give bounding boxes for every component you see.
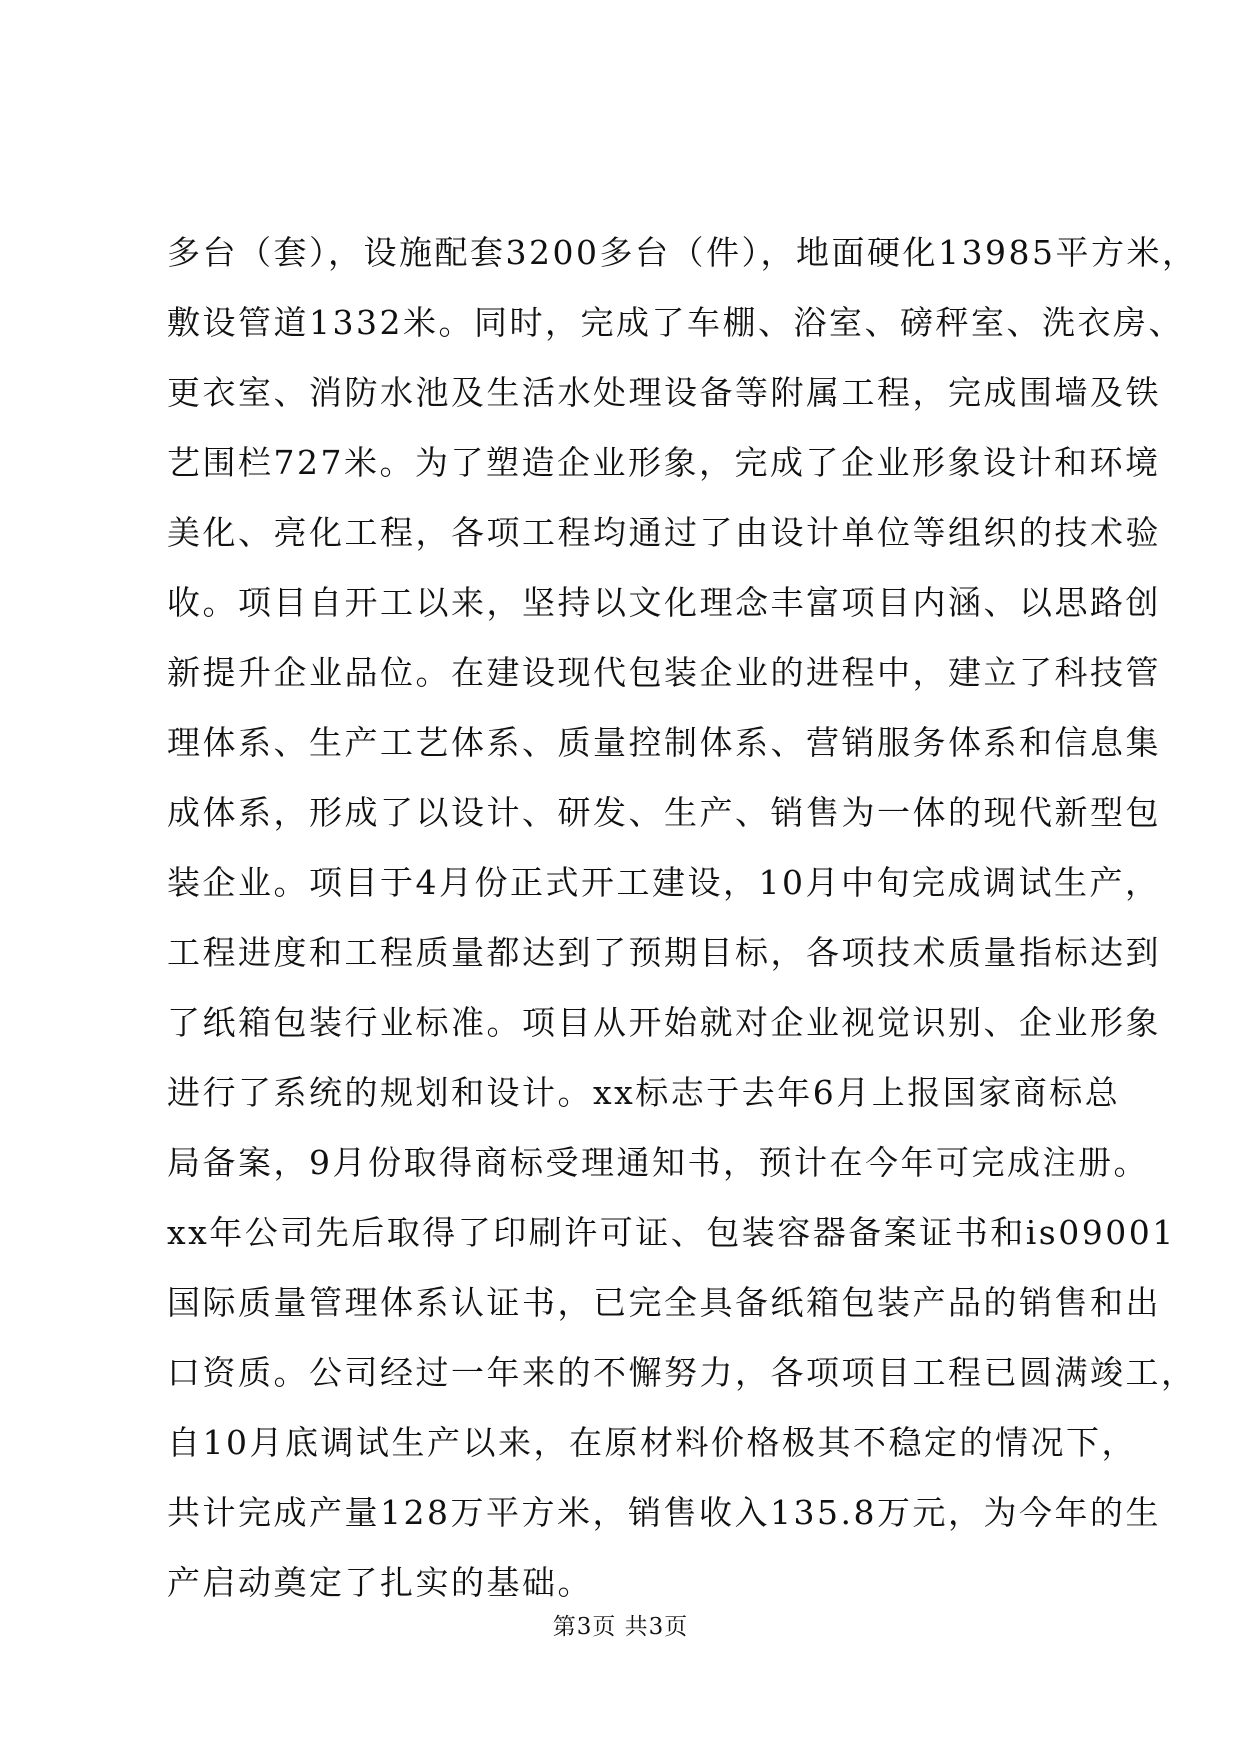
text-line: 自10月底调试生产以来，在原材料价格极其不稳定的情况下， (167, 1423, 1137, 1462)
text-line: xx年公司先后取得了印刷许可证、包装容器备案证书和is09001 (167, 1213, 1176, 1252)
text-line: 共计完成产量128万平方米，销售收入135.8万元，为今年的生 (167, 1493, 1161, 1532)
text-line: 敷设管道1332米。同时，完成了车棚、浴室、磅秤室、洗衣房、 (167, 303, 1184, 342)
text-line: 收。项目自开工以来，坚持以文化理念丰富项目内涵、以思路创 (167, 583, 1161, 622)
text-line: 多台（套），设施配套3200多台（件），地面硬化13985平方米， (167, 233, 1198, 272)
text-line: 理体系、生产工艺体系、质量控制体系、营销服务体系和信息集 (167, 723, 1161, 762)
text-line: 工程进度和工程质量都达到了预期目标，各项技术质量指标达到 (167, 933, 1161, 972)
text-line: 新提升企业品位。在建设现代包装企业的进程中，建立了科技管 (167, 653, 1161, 692)
text-line: 口资质。公司经过一年来的不懈努力，各项项目工程已圆满竣工， (167, 1353, 1197, 1392)
text-line: 更衣室、消防水池及生活水处理设备等附属工程，完成围墙及铁 (167, 373, 1161, 412)
text-line: 进行了系统的规划和设计。xx标志于去年6月上报国家商标总 (167, 1073, 1121, 1112)
text-line: 国际质量管理体系认证书，已完全具备纸箱包装产品的销售和出 (167, 1283, 1161, 1322)
body-paragraph (167, 218, 1198, 1618)
text-line: 美化、亮化工程，各项工程均通过了由设计单位等组织的技术验 (167, 513, 1161, 552)
text-line: 装企业。项目于4月份正式开工建设，10月中旬完成调试生产， (167, 863, 1161, 902)
text-line: 了纸箱包装行业标准。项目从开始就对企业视觉识别、企业形象 (167, 1003, 1161, 1042)
page-number-footer: 第3页 共3页 (552, 1614, 689, 1640)
text-line: 艺围栏727米。为了塑造企业形象，完成了企业形象设计和环境 (167, 443, 1161, 482)
text-line: 成体系，形成了以设计、研发、生产、销售为一体的现代新型包 (167, 793, 1161, 832)
text-line: 局备案，9月份取得商标受理通知书，预计在今年可完成注册。 (167, 1143, 1149, 1182)
text-line: 产启动奠定了扎实的基础。 (167, 1563, 593, 1602)
